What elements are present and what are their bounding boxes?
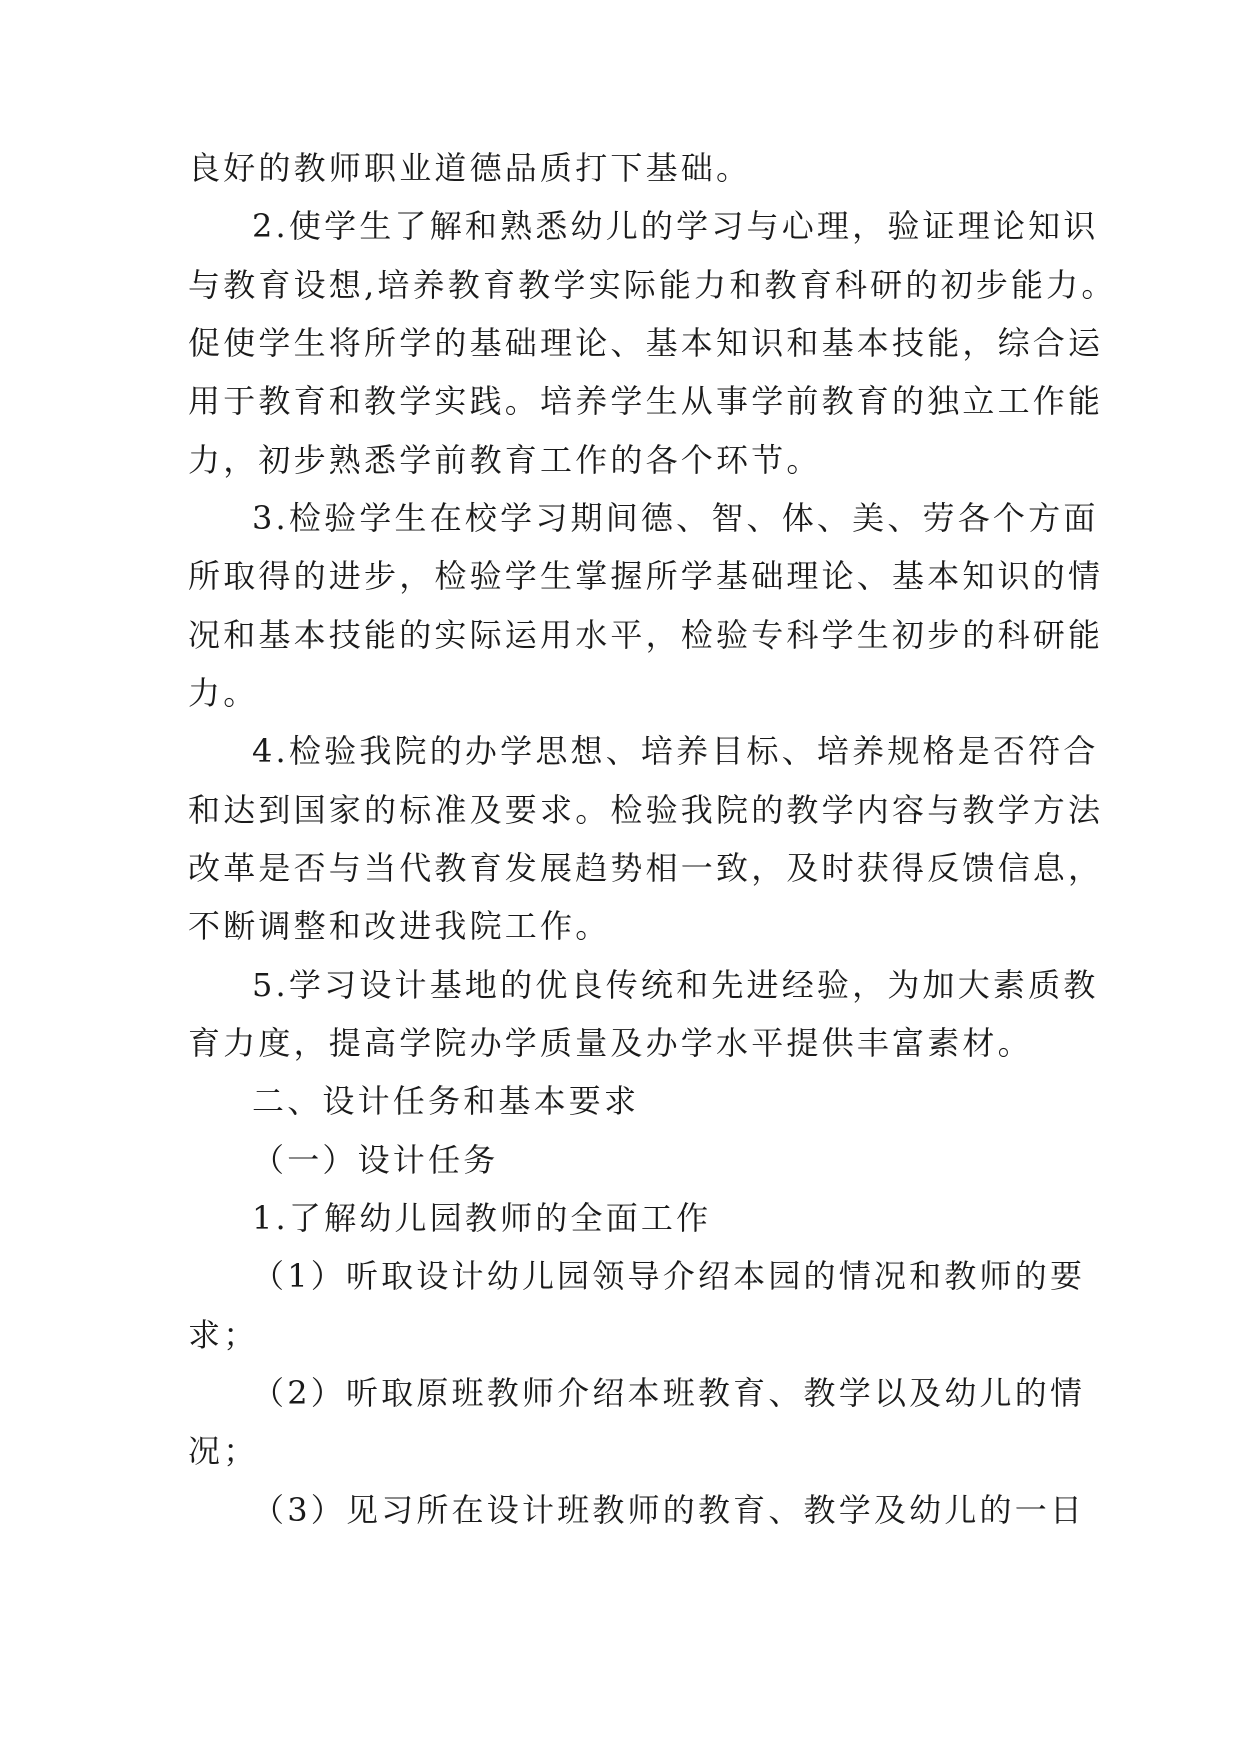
text-line: （1）听取设计幼儿园领导介绍本园的情况和教师的要: [252, 1257, 1086, 1295]
text-line: 和达到国家的标准及要求。检验我院的教学内容与教学方法: [188, 791, 1104, 829]
text-line: 不断调整和改进我院工作。: [188, 907, 611, 945]
text-line: 用于教育和教学实践。培养学生从事学前教育的独立工作能: [188, 382, 1104, 420]
text-line: （2）听取原班教师介绍本班教育、教学以及幼儿的情: [252, 1374, 1086, 1412]
text-line: 促使学生将所学的基础理论、基本知识和基本技能，综合运: [188, 324, 1104, 362]
text-line: 育力度，提高学院办学质量及办学水平提供丰富素材。: [188, 1024, 1033, 1062]
text-line: 求；: [188, 1316, 259, 1354]
text-line: 4.检验我院的办学思想、培养目标、培养规格是否符合: [252, 732, 1099, 770]
text-line: 况；: [188, 1432, 259, 1470]
text-line: 与教育设想,培养教育教学实际能力和教育科研的初步能力。: [188, 266, 1117, 304]
text-line: 所取得的进步，检验学生掌握所学基础理论、基本知识的情: [188, 557, 1104, 595]
text-line: 力，初步熟悉学前教育工作的各个环节。: [188, 441, 822, 479]
text-line: 3.检验学生在校学习期间德、智、体、美、劳各个方面: [252, 499, 1099, 537]
subsection-heading: （一）设计任务: [252, 1141, 499, 1179]
text-line: 力。: [188, 674, 259, 712]
text-line: 况和基本技能的实际运用水平，检验专科学生初步的科研能: [188, 616, 1104, 654]
section-heading: 二、设计任务和基本要求: [252, 1082, 640, 1120]
text-line: （3）见习所在设计班教师的教育、教学及幼儿的一日: [252, 1491, 1086, 1529]
text-line: 改革是否与当代教育发展趋势相一致，及时获得反馈信息，: [188, 849, 1104, 887]
text-line: 2.使学生了解和熟悉幼儿的学习与心理，验证理论知识: [252, 207, 1099, 245]
text-line: 1.了解幼儿园教师的全面工作: [252, 1199, 712, 1237]
text-line: 良好的教师职业道德品质打下基础。: [188, 149, 752, 187]
text-line: 5.学习设计基地的优良传统和先进经验，为加大素质教: [252, 966, 1099, 1004]
